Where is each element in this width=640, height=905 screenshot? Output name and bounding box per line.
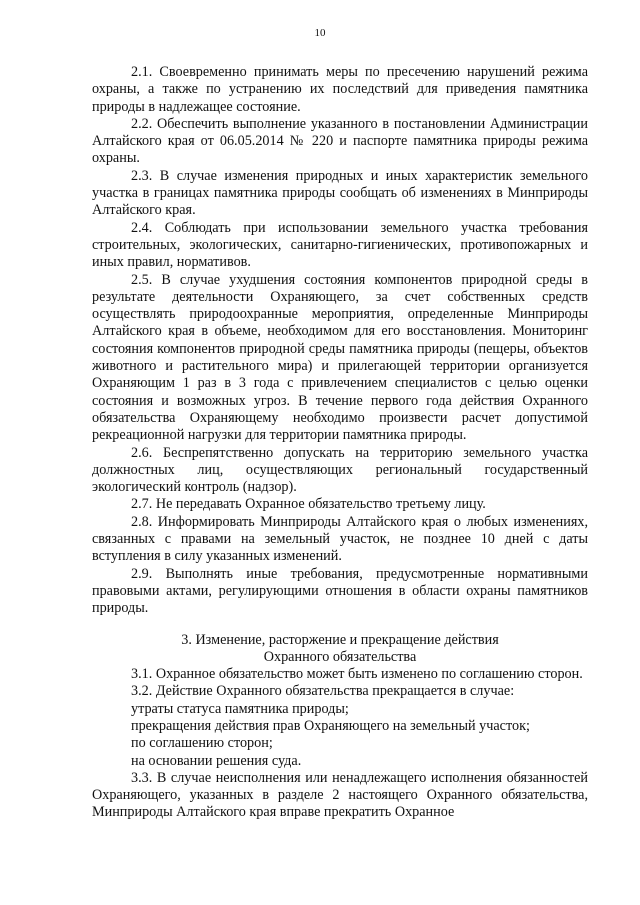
- paragraph-2-6: 2.6. Беспрепятственно допускать на территорию земельного участка должностных лиц, осуществляющих региональный государственный экологический контроль (надзор).: [92, 444, 588, 496]
- paragraph-2-3: 2.3. В случае изменения природных и иных характеристик земельного участка в границах памятника природы сообщать об изменениях в Минприроды Алтайского края.: [92, 167, 588, 219]
- section-3-heading-line-1: 3. Изменение, расторжение и прекращение действия: [181, 631, 499, 648]
- page-number: 10: [314, 27, 326, 39]
- paragraph-2-1: 2.1. Своевременно принимать меры по пресечению нарушений режима охраны, а также по устранению их последствий для приведения памятника природы в надлежащее состояние.: [92, 64, 588, 115]
- section-3-heading-line-2: Охранного обязательства: [263, 648, 417, 665]
- paragraph-2-7: 2.7. Не передавать Охранное обязательство третьему лицу.: [131, 496, 486, 513]
- paragraph-2-9: 2.9. Выполнять иные требования, предусмотренные нормативными правовыми актами, регулирующими отношения в области охраны памятников природы.: [92, 565, 588, 617]
- list-item: по соглашению сторон;: [131, 735, 273, 752]
- paragraph-3-1: 3.1. Охранное обязательство может быть изменено по соглашению сторон.: [131, 666, 583, 683]
- list-item: прекращения действия прав Охраняющего на земельный участок;: [131, 717, 530, 734]
- paragraph-2-5: 2.5. В случае ухудшения состояния компонентов природной среды в результате деятельности Охраняющего, за счет собственных средств осуществлять природоохранные мероприятия, определенные Минприроды Алтайского края в объеме, необходимом для его восстановления. Мониторинг состояния компонентов природной среды памятника природы (пещеры, объектов животного и растительного мира) и прилегающей территории организуется Охраняющим 1 раз в 3 года с привлечением специалистов с целью оценки состояния и возможных угроз. В течение первого года действия Охранного обязательства Охраняющему необходимо произвести расчет допустимой рекреационной нагрузки для территории памятника природы.: [92, 271, 588, 444]
- document-body: [92, 64, 588, 822]
- paragraph-3-3: 3.3. В случае неисполнения или ненадлежащего исполнения обязанностей Охраняющего, указанных в разделе 2 настоящего Охранного обязательства, Минприроды Алтайского края вправе прекратить Охранное: [92, 769, 588, 821]
- paragraph-3-2: 3.2. Действие Охранного обязательства прекращается в случае:: [131, 683, 515, 700]
- paragraph-2-8: 2.8. Информировать Минприроды Алтайского края о любых изменениях, связанных с правами на земельный участок, не позднее 10 дней с даты вступления в силу указанных изменений.: [92, 513, 588, 565]
- list-item: утраты статуса памятника природы;: [131, 700, 349, 717]
- section-gap: [92, 618, 588, 632]
- paragraph-2-2: 2.2. Обеспечить выполнение указанного в постановлении Администрации Алтайского края от 06.05.2014 № 220 и паспорте памятника природы режима охраны.: [92, 115, 588, 167]
- paragraph-2-4: 2.4. Соблюдать при использовании земельного участка требования строительных, экологических, санитарно-гигиенических, противопожарных и иных правил, нормативов.: [92, 219, 588, 271]
- list-item: на основании решения суда.: [131, 752, 302, 769]
